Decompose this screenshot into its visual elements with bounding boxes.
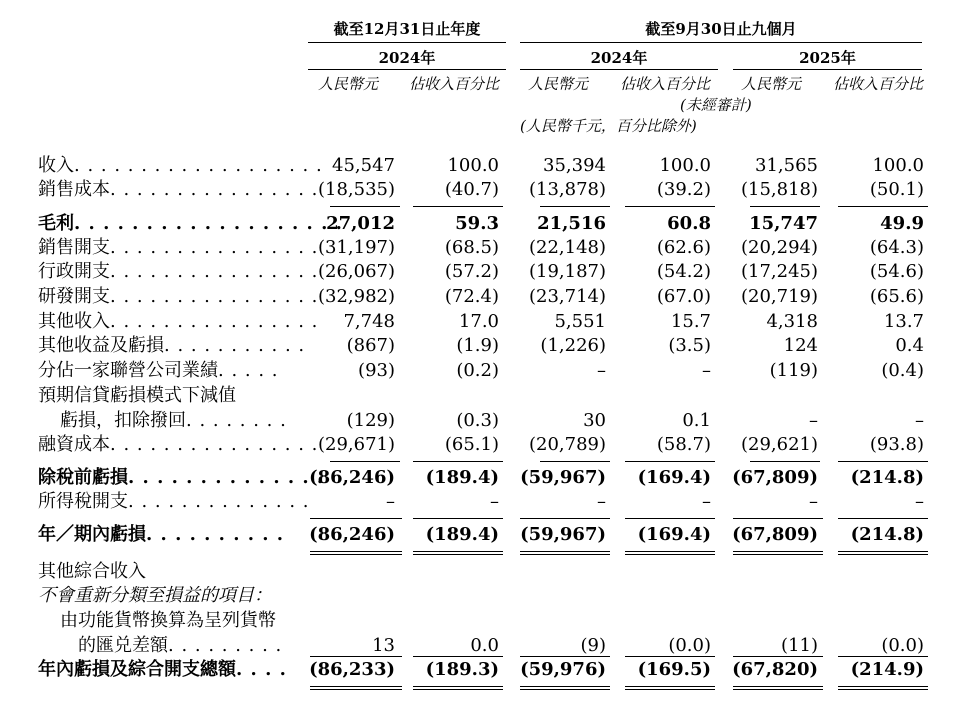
cell-pct-2024-annual: – <box>490 491 499 512</box>
cell-pct-2025-interim: 0.4 <box>895 335 924 356</box>
cell-pct-2024-interim: (58.7) <box>656 434 711 455</box>
cell-value-2025-interim: – <box>809 410 818 431</box>
cell-value-2024-interim: (13,878) <box>528 179 606 200</box>
col-header-rmb: 人民幣元 <box>318 75 379 93</box>
cell-value-2024-annual: (31,197) <box>317 237 395 258</box>
cell-pct-2024-interim: (3.5) <box>668 335 711 356</box>
cell-value-2025-interim: (11) <box>781 635 818 656</box>
cell-pct-2024-interim: (67.0) <box>656 286 711 307</box>
cell-pct-2024-interim: (169.4) <box>637 524 711 545</box>
cell-value-2024-annual: (86,246) <box>309 467 395 488</box>
total-double-rule <box>310 686 402 690</box>
cell-pct-2025-interim: – <box>915 410 924 431</box>
row-label-selling-expenses: 銷售開支. . . . . . . . . . . . . . . . <box>38 237 319 258</box>
row-label-exchange-differences: 的匯兑差額. . . . . . . . . <box>78 635 283 656</box>
cell-value-2024-interim: 21,516 <box>537 213 606 234</box>
cell-value-2024-interim: – <box>597 491 606 512</box>
cell-value-2024-interim: (22,148) <box>528 237 606 258</box>
row-label-cost-of-sales: 銷售成本. . . . . . . . . . . . . . . . <box>38 179 319 200</box>
header-nine-months: 截至9月30日止九個月 <box>645 20 797 38</box>
cell-value-2025-interim: (119) <box>769 360 818 381</box>
cell-pct-2025-interim: (214.8) <box>850 524 924 545</box>
cell-value-2024-annual: (18,535) <box>317 179 395 200</box>
cell-pct-2025-interim: (50.1) <box>869 179 924 200</box>
cell-value-2024-annual: 45,547 <box>332 155 395 176</box>
cell-pct-2024-interim: 0.1 <box>682 410 711 431</box>
row-label-oci: 其他綜合收入 <box>38 561 146 582</box>
subtotal-rule <box>520 518 610 519</box>
cell-value-2024-annual: (29,671) <box>317 434 395 455</box>
row-label-total-comprehensive-loss: 年內虧損及綜合開支總額. . . . <box>38 659 287 680</box>
subtotal-rule <box>750 206 820 207</box>
cell-value-2024-annual: (32,982) <box>317 286 395 307</box>
cell-value-2025-interim: – <box>809 491 818 512</box>
cell-value-2025-interim: 15,747 <box>749 213 818 234</box>
cell-pct-2024-interim: (39.2) <box>656 179 711 200</box>
cell-value-2024-interim: (59,976) <box>520 659 606 680</box>
cell-value-2024-annual: (867) <box>346 335 395 356</box>
subtotal-rule <box>520 656 610 657</box>
row-label-not-reclassified: 不會重新分類至損益的項目： <box>38 585 272 606</box>
cell-pct-2024-interim: 100.0 <box>659 155 711 176</box>
cell-value-2025-interim: (20,294) <box>740 237 818 258</box>
subtotal-rule <box>625 518 715 519</box>
unit-note: (人民幣千元，百分比除外) <box>520 117 697 135</box>
cell-pct-2024-annual: (40.7) <box>444 179 499 200</box>
cell-value-2024-interim: – <box>597 360 606 381</box>
cell-pct-2024-annual: (189.4) <box>425 524 499 545</box>
cell-value-2024-interim: 30 <box>583 410 606 431</box>
cell-pct-2024-interim: 15.7 <box>670 311 711 332</box>
cell-pct-2024-interim: – <box>702 360 711 381</box>
cell-value-2024-annual: (86,246) <box>309 524 395 545</box>
subtotal-rule <box>413 518 503 519</box>
row-label-share-of-associate: 分佔一家聯營公司業績. . . . . <box>38 360 279 381</box>
cell-pct-2024-annual: 17.0 <box>458 311 499 332</box>
subtotal-rule <box>625 206 715 207</box>
cell-value-2024-annual: (129) <box>346 410 395 431</box>
cell-pct-2024-annual: 0.0 <box>470 635 499 656</box>
cell-value-2025-interim: (17,245) <box>740 261 818 282</box>
subtotal-rule <box>330 461 400 462</box>
total-double-rule <box>520 686 610 690</box>
total-double-rule <box>625 686 715 690</box>
row-label-revenue: 收入. . . . . . . . . . . . . . . . . . . <box>38 155 323 176</box>
row-label-fx-translation: 由功能貨幣換算為呈列貨幣 <box>60 610 276 631</box>
cell-value-2024-annual: 13 <box>372 635 395 656</box>
cell-pct-2025-interim: (64.3) <box>869 237 924 258</box>
cell-pct-2025-interim: 49.9 <box>880 213 924 234</box>
total-double-rule <box>838 551 928 555</box>
header-year-2024-annual: 2024年 <box>378 49 436 67</box>
subtotal-rule <box>838 461 928 462</box>
subtotal-rule <box>625 656 715 657</box>
subtotal-rule <box>838 518 928 519</box>
total-double-rule <box>733 551 823 555</box>
cell-pct-2024-interim: (62.6) <box>656 237 711 258</box>
cell-pct-2024-interim: (0.0) <box>668 635 711 656</box>
cell-value-2024-interim: (1,226) <box>540 335 606 356</box>
header-year-end: 截至12月31日止年度 <box>333 20 481 38</box>
cell-value-2025-interim: (15,818) <box>740 179 818 200</box>
cell-value-2025-interim: (67,820) <box>732 659 818 680</box>
cell-pct-2025-interim: (54.6) <box>869 261 924 282</box>
header-year-2025: 2025年 <box>799 49 856 67</box>
header-rule <box>308 42 506 43</box>
total-double-rule <box>838 686 928 690</box>
col-header-pct: 佔收入百分比 <box>409 75 500 93</box>
subtotal-rule <box>733 518 823 519</box>
total-double-rule <box>413 686 503 690</box>
header-rule <box>520 42 922 43</box>
cell-pct-2024-annual: (57.2) <box>444 261 499 282</box>
header-rule <box>733 69 922 70</box>
cell-pct-2024-annual: (189.3) <box>425 659 499 680</box>
total-double-rule <box>520 551 610 555</box>
cell-value-2024-interim: (20,789) <box>528 434 606 455</box>
cell-value-2025-interim: (67,809) <box>732 524 818 545</box>
row-label-finance-costs: 融資成本. . . . . . . . . . . . . . . . <box>38 434 319 455</box>
cell-value-2025-interim: 31,565 <box>755 155 818 176</box>
col-header-pct: 佔收入百分比 <box>833 75 924 93</box>
row-label-other-gains-losses: 其他收益及虧損. . . . . . . . . . . <box>38 335 306 356</box>
cell-pct-2024-interim: 60.8 <box>667 213 711 234</box>
total-double-rule <box>413 551 503 555</box>
cell-value-2024-annual: 7,748 <box>343 311 395 332</box>
cell-pct-2024-interim: (169.5) <box>637 659 711 680</box>
cell-pct-2024-annual: (189.4) <box>425 467 499 488</box>
header-rule <box>308 69 506 70</box>
total-double-rule <box>625 551 715 555</box>
cell-pct-2024-interim: (54.2) <box>656 261 711 282</box>
col-header-pct: 佔收入百分比 <box>620 75 711 93</box>
subtotal-rule <box>540 206 610 207</box>
cell-pct-2025-interim: – <box>915 491 924 512</box>
header-year-2024-interim: 2024年 <box>590 49 648 67</box>
cell-value-2025-interim: (20,719) <box>740 286 818 307</box>
row-label-income-tax: 所得稅開支. . . . . . . . . . . . . . <box>38 491 310 512</box>
cell-value-2024-interim: (9) <box>580 635 606 656</box>
unaudited-note: (未經審計) <box>680 96 752 114</box>
row-label-admin-expenses: 行政開支. . . . . . . . . . . . . . . . <box>38 261 319 282</box>
cell-value-2024-annual: (93) <box>358 360 395 381</box>
cell-pct-2025-interim: (214.9) <box>850 659 924 680</box>
cell-pct-2025-interim: (0.4) <box>881 360 924 381</box>
cell-pct-2025-interim: (65.6) <box>869 286 924 307</box>
row-label-rd-expenses: 研發開支. . . . . . . . . . . . . . . . <box>38 286 319 307</box>
cell-value-2024-interim: (59,967) <box>520 467 606 488</box>
cell-pct-2025-interim: (214.8) <box>850 467 924 488</box>
col-header-rmb: 人民幣元 <box>741 75 802 93</box>
cell-pct-2024-annual: 59.3 <box>455 213 499 234</box>
cell-value-2024-interim: (23,714) <box>528 286 606 307</box>
cell-pct-2024-annual: (68.5) <box>444 237 499 258</box>
cell-pct-2024-annual: (72.4) <box>444 286 499 307</box>
cell-value-2025-interim: 4,318 <box>766 311 818 332</box>
cell-pct-2025-interim: (0.0) <box>881 635 924 656</box>
cell-value-2024-interim: 35,394 <box>543 155 606 176</box>
subtotal-rule <box>413 461 503 462</box>
subtotal-rule <box>625 461 715 462</box>
row-label-other-income: 其他收入. . . . . . . . . . . . . . . . <box>38 311 319 332</box>
col-header-rmb: 人民幣元 <box>528 75 589 93</box>
cell-pct-2024-annual: (1.9) <box>456 335 499 356</box>
cell-value-2024-annual: (26,067) <box>317 261 395 282</box>
total-double-rule <box>733 686 823 690</box>
cell-pct-2024-annual: (0.2) <box>456 360 499 381</box>
row-label-ecl-net-of-reversal: 虧損，扣除撥回. . . . . . . . <box>60 410 287 431</box>
subtotal-rule <box>330 206 400 207</box>
cell-value-2025-interim: (29,621) <box>740 434 818 455</box>
cell-value-2024-interim: (19,187) <box>528 261 606 282</box>
subtotal-rule <box>838 206 928 207</box>
cell-pct-2025-interim: 100.0 <box>872 155 924 176</box>
cell-pct-2024-annual: 100.0 <box>447 155 499 176</box>
cell-value-2025-interim: 124 <box>783 335 818 356</box>
row-label-gross-profit: 毛利. . . . . . . . . . . . . . . . . . . <box>38 213 343 234</box>
cell-pct-2025-interim: 13.7 <box>883 311 924 332</box>
cell-pct-2024-annual: (65.1) <box>444 434 499 455</box>
subtotal-rule <box>310 656 402 657</box>
header-rule <box>520 69 718 70</box>
cell-value-2024-annual: – <box>386 491 395 512</box>
cell-pct-2024-interim: – <box>702 491 711 512</box>
subtotal-rule <box>838 656 928 657</box>
subtotal-rule <box>750 461 820 462</box>
cell-value-2024-interim: 5,551 <box>554 311 606 332</box>
subtotal-rule <box>540 461 610 462</box>
row-label-ecl-impairment: 預期信貸虧損模式下減值 <box>38 385 236 406</box>
cell-value-2024-interim: (59,967) <box>520 524 606 545</box>
row-label-loss-for-period: 年／期內虧損. . . . . . . . . . <box>38 524 285 545</box>
cell-pct-2025-interim: (93.8) <box>869 434 924 455</box>
subtotal-rule <box>413 206 503 207</box>
cell-value-2024-annual: (86,233) <box>309 659 395 680</box>
total-double-rule <box>310 551 402 555</box>
cell-value-2025-interim: (67,809) <box>732 467 818 488</box>
cell-pct-2024-interim: (169.4) <box>637 467 711 488</box>
subtotal-rule <box>733 656 823 657</box>
cell-value-2024-annual: 27,012 <box>326 213 395 234</box>
subtotal-rule <box>310 518 402 519</box>
row-label-loss-before-tax: 除稅前虧損. . . . . . . . . . . . . . <box>38 467 325 488</box>
cell-pct-2024-annual: (0.3) <box>456 410 499 431</box>
subtotal-rule <box>413 656 503 657</box>
